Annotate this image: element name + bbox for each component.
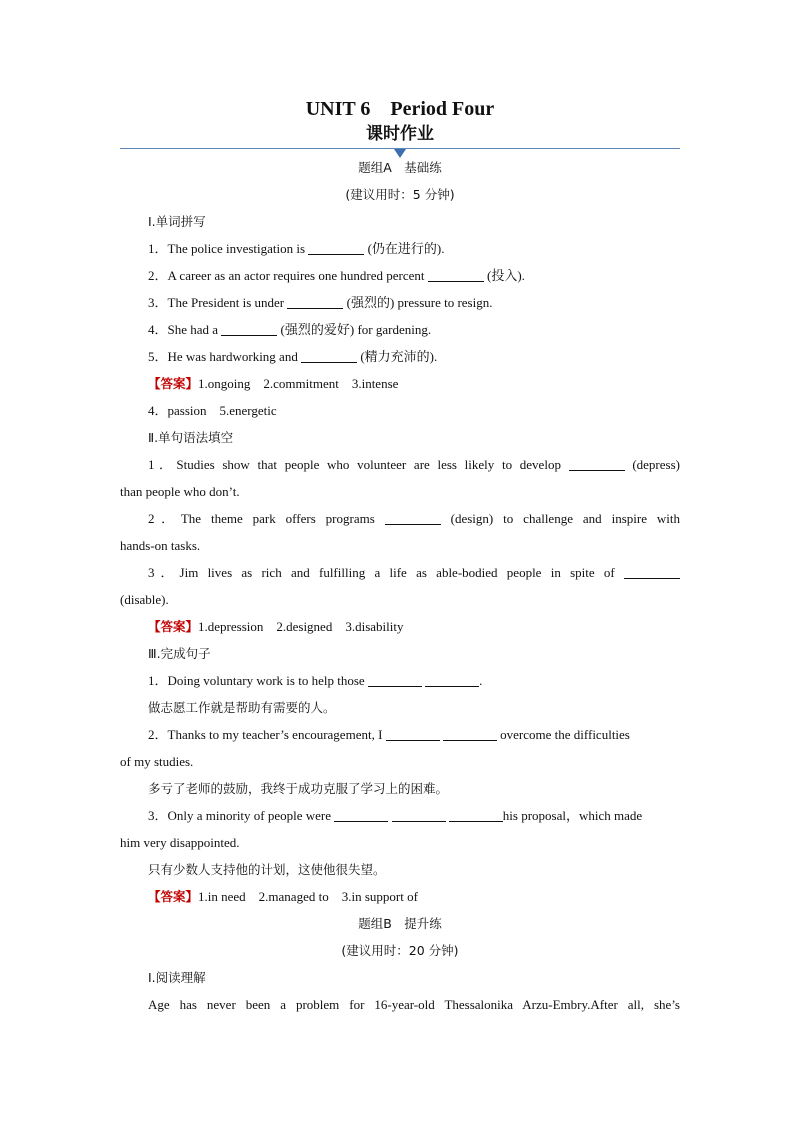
answer-blank[interactable]	[368, 672, 422, 687]
list-item: 3．Only a minority of people were his proposal，which made	[148, 808, 643, 823]
answer-blank[interactable]	[308, 240, 364, 255]
answer-line: 【答案】1.in need 2.managed to 3.in support of	[148, 889, 418, 904]
answer-tag: 【答案】	[148, 889, 199, 904]
list-item: 4．She had a (强烈的爱好) for gardening.	[148, 322, 432, 337]
answer-blank[interactable]	[386, 726, 440, 741]
answer-blank[interactable]	[287, 294, 343, 309]
subtitle-bar	[120, 122, 680, 154]
answer-blank[interactable]	[425, 672, 479, 687]
translation-line: 做志愿工作就是帮助有需要的人。	[148, 700, 336, 715]
list-item-continuation: (disable).	[120, 592, 169, 607]
answer-blank[interactable]	[443, 726, 497, 741]
list-item: 3．Jim lives as rich and fulfilling a life as able-bodied people in spite of	[120, 559, 680, 586]
answer-tag: 【答案】	[148, 376, 199, 391]
answer-tag: 【答案】	[148, 619, 199, 634]
answer-blank[interactable]	[221, 321, 277, 336]
group-b-heading: 题组B 提升练	[358, 916, 442, 931]
answer-blank[interactable]	[569, 456, 625, 471]
list-item-continuation: than people who don’t.	[120, 484, 240, 499]
answer-line: 【答案】1.ongoing 2.commitment 3.intense	[148, 376, 399, 391]
section-heading-spelling: Ⅰ.单词拼写	[148, 214, 206, 229]
section-heading-reading: Ⅰ.阅读理解	[148, 970, 206, 985]
group-b-time: (建议用时：20 分钟)	[341, 943, 459, 958]
section-heading-grammar: Ⅱ.单句语法填空	[148, 430, 234, 445]
answer-blank[interactable]	[334, 807, 388, 822]
section-heading-completion: Ⅲ.完成句子	[148, 646, 211, 661]
answer-blank[interactable]	[449, 807, 503, 822]
list-item-continuation: of my studies.	[120, 754, 194, 769]
answer-line: 4．passion 5.energetic	[148, 403, 277, 418]
list-item: 2．The theme park offers programs (design) to challenge and inspire with	[148, 511, 680, 526]
list-item: 5．He was hardworking and (精力充沛的).	[148, 349, 438, 364]
answer-blank[interactable]	[428, 267, 484, 282]
reading-paragraph: Age has never been a problem for 16-year-old Thessalonika Arzu-Embry.After all, she’s	[148, 997, 680, 1012]
list-item: 3．The President is under (强烈的) pressure to resign.	[148, 295, 493, 310]
list-item: 1．The police investigation is (仍在进行的).	[148, 241, 445, 256]
answer-blank[interactable]	[392, 807, 446, 822]
answer-blank[interactable]	[301, 348, 357, 363]
document-page	[120, 96, 680, 1018]
list-item: 1．Studies show that people who volunteer are less likely to develop (depress)	[148, 457, 680, 472]
list-item-continuation: him very disappointed.	[120, 835, 240, 850]
answer-blank[interactable]	[624, 564, 680, 579]
list-item: 2．Thanks to my teacher’s encouragement, I overcome the difficulties	[148, 727, 630, 742]
page-title: UNIT 6 Period Four	[305, 98, 495, 120]
group-a-time: (建议用时：5 分钟)	[345, 187, 455, 202]
answer-line: 【答案】1.depression 2.designed 3.disability	[148, 619, 404, 634]
answer-blank[interactable]	[385, 510, 441, 525]
list-item: 1．Doing voluntary work is to help those .	[148, 673, 483, 688]
translation-line: 只有少数人支持他的计划，这使他很失望。	[148, 862, 386, 877]
triangle-down-icon	[394, 149, 406, 158]
list-item: 2．A career as an actor requires one hundred percent (投入).	[148, 268, 525, 283]
page-subtitle: 课时作业	[366, 124, 434, 144]
list-item-continuation: hands-on tasks.	[120, 538, 201, 553]
translation-line: 多亏了老师的鼓励，我终于成功克服了学习上的困难。	[148, 781, 449, 796]
group-a-heading: 题组A 基础练	[358, 160, 442, 175]
